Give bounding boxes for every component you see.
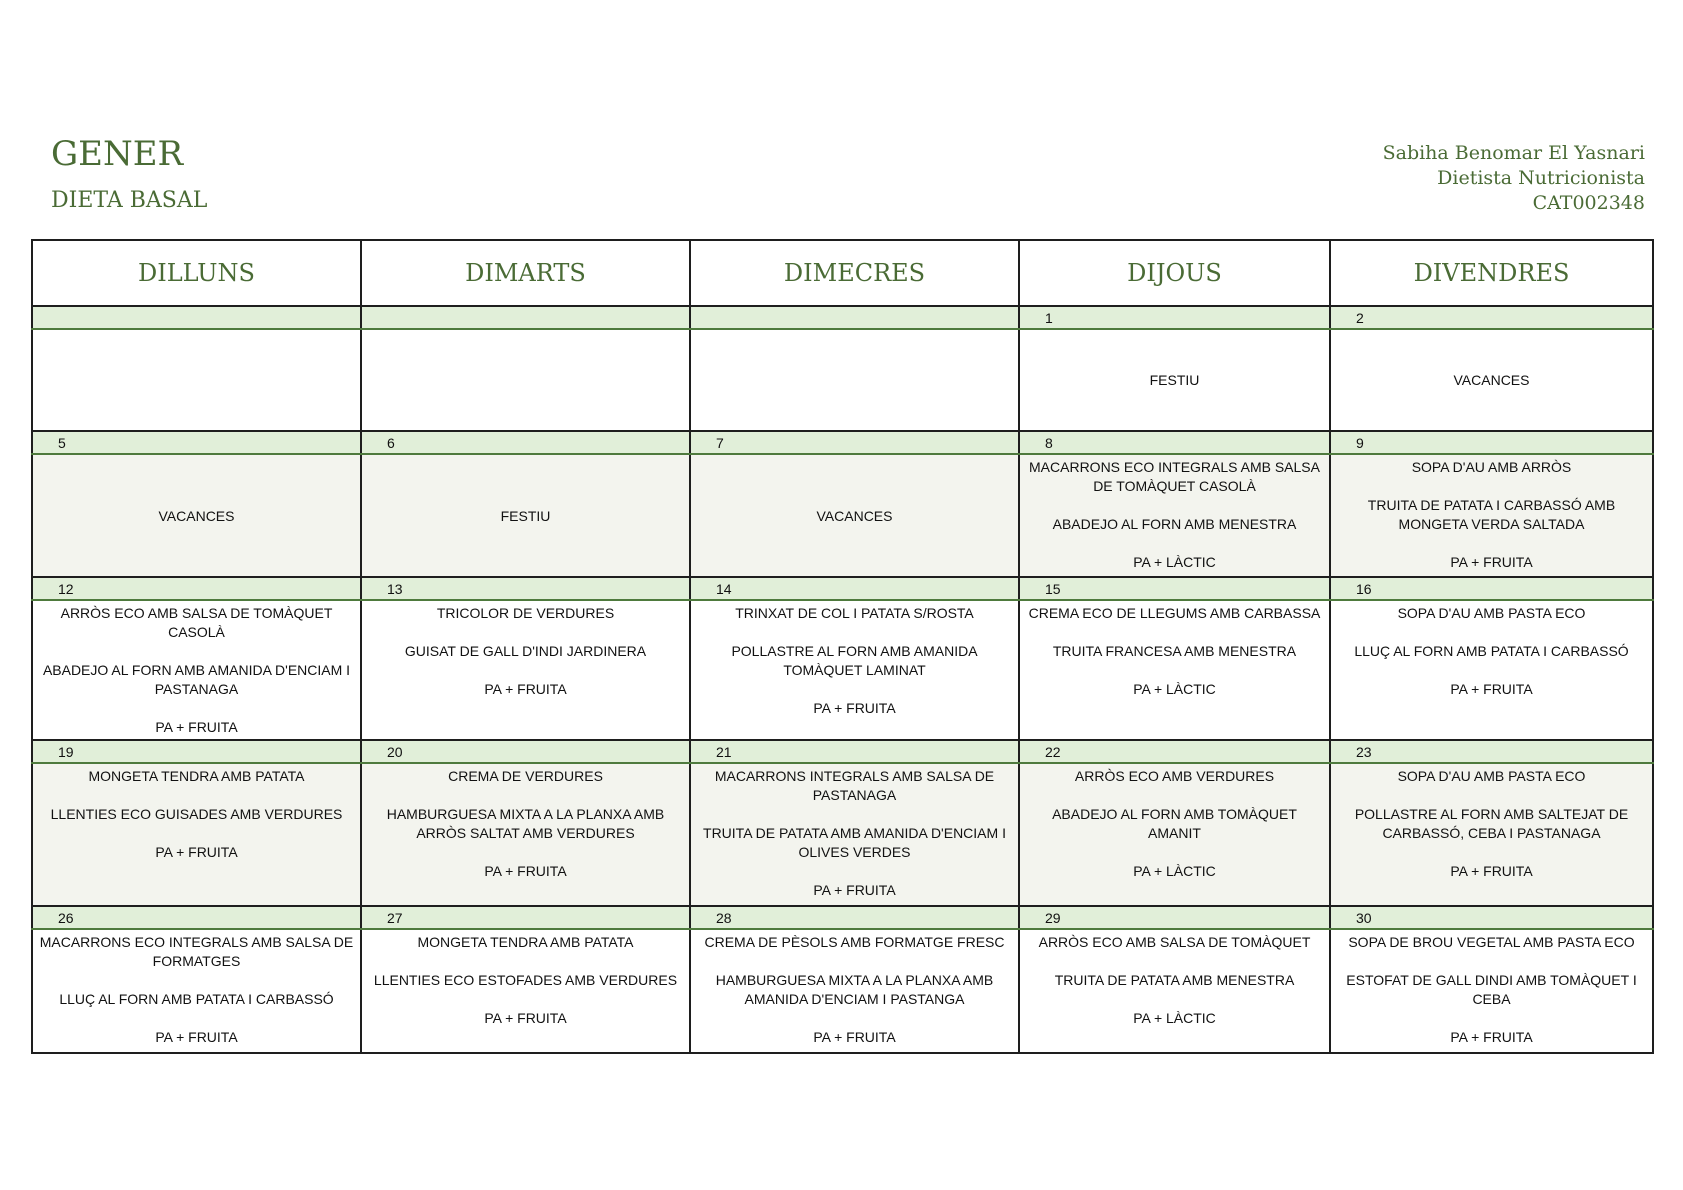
menu-cell: [690, 929, 1019, 1053]
date-number: 14: [716, 580, 732, 597]
menu-cell: [32, 454, 361, 577]
date-number: 6: [387, 434, 395, 451]
date-cell: [361, 906, 690, 929]
menu-dish: PA + FRUITA: [155, 719, 238, 735]
menu-dish: VACANCES: [1453, 372, 1530, 388]
menu-dish: SOPA D'AU AMB PASTA ECO: [1397, 768, 1586, 784]
dish-spacer: [696, 862, 1013, 881]
menu-dish: SOPA D'AU AMB PASTA ECO: [1397, 605, 1586, 621]
menu-dish: MACARRONS ECO INTEGRALS AMB SALSA DE FORMATGES: [39, 934, 354, 969]
dish-spacer: [1336, 534, 1647, 553]
date-cell: [690, 906, 1019, 929]
menu-dish: POLLASTRE AL FORN AMB SALTEJAT DE CARBASSÓ, CEBA I PASTANAGA: [1354, 806, 1629, 841]
menu-dish: PA + FRUITA: [1450, 554, 1533, 570]
date-cell: [361, 740, 690, 763]
menu-dish: HAMBURGUESA MIXTA A LA PLANXA AMB AMANIDA D'ENCIAM I PASTANGA: [715, 972, 994, 1007]
date-cell: [32, 577, 361, 600]
date-number: 2: [1356, 309, 1364, 326]
dish-spacer: [696, 805, 1013, 824]
date-row: [32, 740, 1653, 763]
menu-dish: TRINXAT DE COL I PATATA S/ROSTA: [735, 605, 974, 621]
date-cell: [1330, 306, 1653, 329]
dish-spacer: [1025, 952, 1324, 971]
dish-spacer: [1336, 843, 1647, 862]
menu-dish: PA + FRUITA: [484, 1010, 567, 1026]
menu-dish: MACARRONS INTEGRALS AMB SALSA DE PASTANAGA: [714, 768, 995, 803]
menu-cell: [361, 600, 690, 740]
date-number: 22: [1045, 743, 1061, 760]
menu-dish: PA + FRUITA: [1450, 1029, 1533, 1045]
menu-dish: LLUÇ AL FORN AMB PATATA I CARBASSÓ: [59, 991, 334, 1007]
menu-dish: PA + FRUITA: [1450, 681, 1533, 697]
menu-row: [32, 763, 1653, 906]
date-cell: [1330, 577, 1653, 600]
dish-spacer: [367, 843, 684, 862]
date-number: [691, 310, 716, 326]
author-title: Dietista Nutricionista: [1437, 167, 1645, 189]
menu-dish: SOPA DE BROU VEGETAL AMB PASTA ECO: [1348, 934, 1635, 950]
date-number: 28: [716, 909, 732, 926]
day-header-tuesday: DIMARTS: [361, 240, 690, 306]
date-number: 1: [1045, 309, 1053, 326]
date-cell: [361, 577, 690, 600]
dish-spacer: [367, 786, 684, 805]
dish-spacer: [38, 824, 355, 843]
diet-subtitle: DIETA BASAL: [51, 188, 208, 213]
menu-dish: PA + FRUITA: [813, 882, 896, 898]
menu-dish: ARRÒS ECO AMB VERDURES: [1074, 768, 1275, 784]
dish-spacer: [367, 952, 684, 971]
dish-spacer: [1336, 786, 1647, 805]
date-cell: [1019, 306, 1330, 329]
menu-dish: ARRÒS ECO AMB SALSA DE TOMÀQUET CASOLÀ: [60, 605, 333, 640]
menu-dish: ABADEJO AL FORN AMB MENESTRA: [1052, 516, 1297, 532]
date-row: [32, 577, 1653, 600]
dish-spacer: [1336, 623, 1647, 642]
menu-cell: [1019, 329, 1330, 431]
author-code: CAT002348: [1532, 192, 1645, 214]
menu-dish: ABADEJO AL FORN AMB TOMÀQUET AMANIT: [1052, 806, 1297, 841]
day-header-monday: DILLUNS: [32, 240, 361, 306]
menu-dish: TRICOLOR DE VERDURES: [436, 605, 615, 621]
date-number: 12: [58, 580, 74, 597]
menu-dish: CREMA ECO DE LLEGUMS AMB CARBASSA: [1028, 605, 1321, 621]
dish-spacer: [38, 1009, 355, 1028]
menu-dish: TRUITA FRANCESA AMB MENESTRA: [1052, 643, 1297, 659]
menu-cell: [32, 329, 361, 431]
dish-spacer: [38, 699, 355, 718]
dish-spacer: [1025, 496, 1324, 515]
date-number: 20: [387, 743, 403, 760]
menu-calendar: [31, 239, 1654, 1054]
menu-dish: CREMA DE VERDURES: [448, 768, 603, 784]
menu-dish: PA + FRUITA: [155, 844, 238, 860]
menu-dish: TRUITA DE PATATA AMB AMANIDA D'ENCIAM I OLIVES VERDES: [703, 825, 1006, 860]
date-cell: [690, 431, 1019, 454]
dish-spacer: [1336, 477, 1647, 496]
dish-spacer: [38, 971, 355, 990]
dish-spacer: [1025, 990, 1324, 1009]
date-number: 21: [716, 743, 732, 760]
date-cell: [690, 577, 1019, 600]
menu-cell: [690, 600, 1019, 740]
author-block: [1383, 141, 1645, 216]
menu-cell: [361, 329, 690, 431]
menu-row: [32, 600, 1653, 740]
dish-spacer: [1336, 952, 1647, 971]
dish-spacer: [1025, 534, 1324, 553]
dish-spacer: [696, 623, 1013, 642]
menu-cell: [1019, 454, 1330, 577]
menu-dish: LLUÇ AL FORN AMB PATATA I CARBASSÓ: [1354, 643, 1629, 659]
menu-dish: FESTIU: [500, 507, 551, 524]
date-number: 13: [387, 580, 403, 597]
date-number: 16: [1356, 580, 1372, 597]
menu-cell: [361, 929, 690, 1053]
date-row: [32, 431, 1653, 454]
menu-cell: [32, 929, 361, 1053]
menu-cell: [690, 454, 1019, 577]
menu-cell: [1330, 329, 1653, 431]
menu-cell: [1019, 763, 1330, 906]
menu-cell: [32, 600, 361, 740]
menu-cell: [1330, 929, 1653, 1053]
date-number: 26: [58, 909, 74, 926]
date-cell: [1330, 740, 1653, 763]
menu-dish: MACARRONS ECO INTEGRALS AMB SALSA DE TOMÀQUET CASOLÀ: [1029, 459, 1320, 494]
date-row: [32, 906, 1653, 929]
date-number: 9: [1356, 434, 1364, 451]
menu-cell: [690, 763, 1019, 906]
day-header-friday: DIVENDRES: [1330, 240, 1653, 306]
dish-spacer: [38, 642, 355, 661]
menu-dish: ARRÒS ECO AMB SALSA DE TOMÀQUET: [1038, 934, 1311, 950]
date-number: 7: [716, 434, 724, 451]
menu-dish: PA + FRUITA: [1450, 863, 1533, 879]
date-cell: [690, 306, 1019, 329]
menu-cell: [1019, 600, 1330, 740]
menu-dish: TRUITA DE PATATA AMB MENESTRA: [1054, 972, 1295, 988]
date-number: 27: [387, 909, 403, 926]
day-header-thursday: DIJOUS: [1019, 240, 1330, 306]
menu-cell: [690, 329, 1019, 431]
menu-dish: PA + FRUITA: [813, 1029, 896, 1045]
dish-spacer: [1025, 786, 1324, 805]
menu-dish: TRUITA DE PATATA I CARBASSÓ AMB MONGETA VERDA SALTADA: [1367, 497, 1616, 532]
menu-dish: VACANCES: [158, 507, 235, 524]
menu-cell: [32, 763, 361, 906]
weekday-header-row: [32, 240, 1653, 306]
date-number: 8: [1045, 434, 1053, 451]
dish-spacer: [1025, 661, 1324, 680]
menu-dish: GUISAT DE GALL D'INDI JARDINERA: [404, 643, 647, 659]
date-row: [32, 306, 1653, 329]
dish-spacer: [696, 680, 1013, 699]
dish-spacer: [367, 623, 684, 642]
menu-cell: [1019, 929, 1330, 1053]
date-cell: [1330, 906, 1653, 929]
menu-cell: [1330, 454, 1653, 577]
menu-dish: PA + LÀCTIC: [1133, 1010, 1216, 1026]
date-cell: [361, 431, 690, 454]
menu-cell: [1330, 600, 1653, 740]
menu-dish: POLLASTRE AL FORN AMB AMANIDA TOMÀQUET LAMINAT: [731, 643, 978, 678]
date-cell: [32, 906, 361, 929]
dish-spacer: [38, 786, 355, 805]
date-number: 29: [1045, 909, 1061, 926]
menu-dish: ABADEJO AL FORN AMB AMANIDA D'ENCIAM I PASTANAGA: [42, 662, 351, 697]
date-number: 23: [1356, 743, 1372, 760]
menu-dish: PA + LÀCTIC: [1133, 681, 1216, 697]
menu-cell: [361, 454, 690, 577]
menu-dish: PA + FRUITA: [484, 863, 567, 879]
date-cell: [1330, 431, 1653, 454]
date-cell: [32, 740, 361, 763]
date-number: 15: [1045, 580, 1061, 597]
menu-dish: LLENTIES ECO ESTOFADES AMB VERDURES: [373, 972, 678, 988]
menu-dish: HAMBURGUESA MIXTA A LA PLANXA AMB ARRÒS SALTAT AMB VERDURES: [386, 806, 665, 841]
menu-cell: [361, 763, 690, 906]
menu-row: [32, 454, 1653, 577]
date-number: 30: [1356, 909, 1372, 926]
menu-dish: LLENTIES ECO GUISADES AMB VERDURES: [50, 806, 343, 822]
date-number: [362, 310, 387, 326]
menu-row: [32, 329, 1653, 431]
menu-dish: CREMA DE PÈSOLS AMB FORMATGE FRESC: [704, 934, 1005, 950]
menu-dish: SOPA D'AU AMB ARRÒS: [1411, 459, 1572, 475]
menu-dish: MONGETA TENDRA AMB PATATA: [417, 934, 634, 950]
date-cell: [1019, 577, 1330, 600]
date-number: [33, 310, 58, 326]
dish-spacer: [696, 952, 1013, 971]
menu-dish: FESTIU: [1149, 372, 1200, 388]
dish-spacer: [696, 1009, 1013, 1028]
date-number: 5: [58, 434, 66, 451]
date-cell: [32, 431, 361, 454]
date-cell: [32, 306, 361, 329]
menu-dish: PA + LÀCTIC: [1133, 554, 1216, 570]
date-number: 19: [58, 743, 74, 760]
page-title: GENER: [51, 134, 184, 174]
menu-dish: PA + LÀCTIC: [1133, 863, 1216, 879]
date-cell: [1019, 906, 1330, 929]
dish-spacer: [1025, 843, 1324, 862]
day-header-wednesday: DIMECRES: [690, 240, 1019, 306]
menu-dish: PA + FRUITA: [484, 681, 567, 697]
date-cell: [690, 740, 1019, 763]
dish-spacer: [1336, 661, 1647, 680]
menu-cell: [1330, 763, 1653, 906]
menu-dish: VACANCES: [816, 507, 893, 524]
dish-spacer: [1025, 623, 1324, 642]
menu-row: [32, 929, 1653, 1053]
dish-spacer: [367, 990, 684, 1009]
dish-spacer: [1336, 1009, 1647, 1028]
menu-dish: PA + FRUITA: [813, 700, 896, 716]
menu-dish: MONGETA TENDRA AMB PATATA: [88, 768, 305, 784]
dish-spacer: [367, 661, 684, 680]
date-cell: [1019, 740, 1330, 763]
menu-dish: PA + FRUITA: [155, 1029, 238, 1045]
menu-dish: ESTOFAT DE GALL DINDI AMB TOMÀQUET I CEBA: [1346, 972, 1637, 1007]
author-name: Sabiha Benomar El Yasnari: [1382, 142, 1645, 164]
calendar-body: [32, 306, 1653, 1053]
date-cell: [1019, 431, 1330, 454]
date-cell: [361, 306, 690, 329]
